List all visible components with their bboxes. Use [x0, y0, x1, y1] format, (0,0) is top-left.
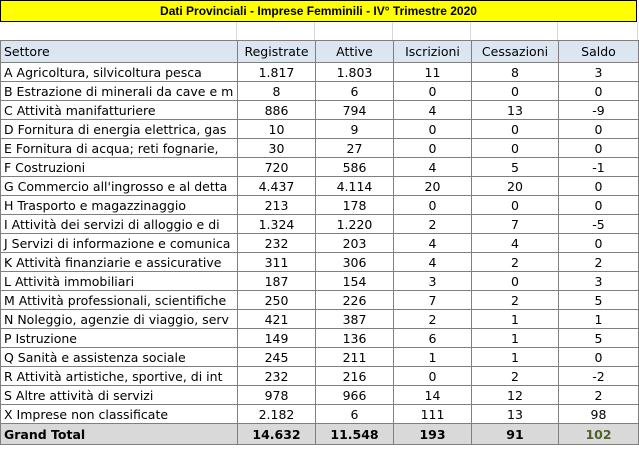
- cell-saldo[interactable]: 0: [559, 177, 639, 196]
- cell-registrate[interactable]: 8: [238, 82, 316, 101]
- cell-cessazioni[interactable]: 2: [472, 253, 559, 272]
- table-row: [1, 139, 639, 158]
- column-header-attive[interactable]: Attive: [316, 41, 394, 63]
- cell-settore[interactable]: K Attività finanziarie e assicurative: [1, 253, 238, 272]
- cell-registrate[interactable]: 250: [238, 291, 316, 310]
- cell-iscrizioni[interactable]: 2: [394, 310, 472, 329]
- cell-registrate[interactable]: 421: [238, 310, 316, 329]
- cell-attive[interactable]: 216: [316, 367, 394, 386]
- cell-settore[interactable]: H Trasporto e magazzinaggio: [1, 196, 238, 215]
- cell-registrate[interactable]: 978: [238, 386, 316, 405]
- cell-registrate[interactable]: 1.817: [238, 63, 316, 82]
- cell-iscrizioni[interactable]: 1: [394, 348, 472, 367]
- column-header-saldo[interactable]: Saldo: [559, 41, 639, 63]
- cell-saldo[interactable]: 5: [559, 329, 639, 348]
- table-row: [1, 196, 639, 215]
- cell-saldo[interactable]: 3: [559, 272, 639, 291]
- cell-saldo[interactable]: 0: [559, 348, 639, 367]
- cell-cessazioni[interactable]: 7: [472, 215, 559, 234]
- table-row: [1, 348, 639, 367]
- cell-saldo[interactable]: 2: [559, 253, 639, 272]
- cell-registrate[interactable]: 4.437: [238, 177, 316, 196]
- cell-cessazioni[interactable]: 0: [472, 272, 559, 291]
- cell-cessazioni[interactable]: 0: [472, 82, 559, 101]
- cell-saldo[interactable]: 98: [559, 405, 639, 424]
- cell-attive[interactable]: 226: [316, 291, 394, 310]
- cell-attive[interactable]: 794: [316, 101, 394, 120]
- cell-saldo[interactable]: 0: [559, 196, 639, 215]
- cell-saldo[interactable]: -5: [559, 215, 639, 234]
- cell-registrate[interactable]: 187: [238, 272, 316, 291]
- cell-iscrizioni[interactable]: 4: [394, 101, 472, 120]
- cell-iscrizioni[interactable]: 20: [394, 177, 472, 196]
- cell-attive[interactable]: 154: [316, 272, 394, 291]
- cell-settore[interactable]: P Istruzione: [1, 329, 238, 348]
- cell-saldo[interactable]: 3: [559, 63, 639, 82]
- cell-settore[interactable]: F Costruzioni: [1, 158, 238, 177]
- cell-saldo[interactable]: 0: [559, 82, 639, 101]
- cell-attive[interactable]: 9: [316, 120, 394, 139]
- cell-cessazioni[interactable]: 0: [472, 139, 559, 158]
- cell-saldo[interactable]: 1: [559, 310, 639, 329]
- cell-attive[interactable]: 27: [316, 139, 394, 158]
- cell-settore[interactable]: J Servizi di informazione e comunica: [1, 234, 238, 253]
- cell-attive[interactable]: 586: [316, 158, 394, 177]
- table-row: [1, 386, 639, 405]
- cell-iscrizioni[interactable]: 4: [394, 234, 472, 253]
- cell-saldo[interactable]: 0: [559, 234, 639, 253]
- cell-registrate[interactable]: 232: [238, 367, 316, 386]
- cell-iscrizioni[interactable]: 7: [394, 291, 472, 310]
- total-cessazioni[interactable]: 91: [472, 424, 559, 445]
- cell-cessazioni[interactable]: 2: [472, 291, 559, 310]
- cell-iscrizioni[interactable]: 4: [394, 158, 472, 177]
- cell-iscrizioni[interactable]: 3: [394, 272, 472, 291]
- cell-attive[interactable]: 966: [316, 386, 394, 405]
- cell-iscrizioni[interactable]: 6: [394, 329, 472, 348]
- cell-attive[interactable]: 211: [316, 348, 394, 367]
- table-row: [1, 405, 639, 424]
- cell-cessazioni[interactable]: 8: [472, 63, 559, 82]
- cell-settore[interactable]: Q Sanità e assistenza sociale: [1, 348, 238, 367]
- cell-registrate[interactable]: 213: [238, 196, 316, 215]
- cell-attive[interactable]: 1.220: [316, 215, 394, 234]
- cell-cessazioni[interactable]: 0: [472, 120, 559, 139]
- table-row: [1, 291, 639, 310]
- cell-settore[interactable]: L Attività immobiliari: [1, 272, 238, 291]
- cell-settore[interactable]: X Imprese non classificate: [1, 405, 238, 424]
- cell-attive[interactable]: 387: [316, 310, 394, 329]
- cell-attive[interactable]: 203: [316, 234, 394, 253]
- cell-saldo[interactable]: -1: [559, 158, 639, 177]
- table-row: [1, 101, 639, 120]
- cell-registrate[interactable]: 149: [238, 329, 316, 348]
- cell-saldo[interactable]: 2: [559, 386, 639, 405]
- cell-saldo[interactable]: -9: [559, 101, 639, 120]
- table-row: [1, 120, 639, 139]
- cell-attive[interactable]: 1.803: [316, 63, 394, 82]
- cell-attive[interactable]: 6: [316, 82, 394, 101]
- cell-iscrizioni[interactable]: 0: [394, 367, 472, 386]
- cell-attive[interactable]: 6: [316, 405, 394, 424]
- cell-saldo[interactable]: -2: [559, 367, 639, 386]
- total-label[interactable]: Grand Total: [1, 424, 238, 445]
- cell-cessazioni[interactable]: 20: [472, 177, 559, 196]
- table-row: [1, 272, 639, 291]
- empty-row: [0, 22, 639, 40]
- cell-registrate[interactable]: 2.182: [238, 405, 316, 424]
- cell-cessazioni[interactable]: 1: [472, 329, 559, 348]
- cell-cessazioni[interactable]: 1: [472, 348, 559, 367]
- total-saldo[interactable]: 102: [559, 424, 639, 445]
- cell-cessazioni[interactable]: 0: [472, 196, 559, 215]
- cell-attive[interactable]: 136: [316, 329, 394, 348]
- cell-iscrizioni[interactable]: 0: [394, 120, 472, 139]
- cell-registrate[interactable]: 30: [238, 139, 316, 158]
- total-iscrizioni[interactable]: 193: [394, 424, 472, 445]
- cell-settore[interactable]: A Agricoltura, silvicoltura pesca: [1, 63, 238, 82]
- total-registrate[interactable]: 14.632: [238, 424, 316, 445]
- column-header-settore[interactable]: Settore: [1, 41, 238, 63]
- cell-settore[interactable]: S Altre attività di servizi: [1, 386, 238, 405]
- cell-saldo[interactable]: 0: [559, 120, 639, 139]
- cell-iscrizioni[interactable]: 4: [394, 253, 472, 272]
- column-header-cessazioni[interactable]: Cessazioni: [472, 41, 559, 63]
- column-header-iscrizioni[interactable]: Iscrizioni: [394, 41, 472, 63]
- data-table: [0, 40, 639, 445]
- cell-registrate[interactable]: 886: [238, 101, 316, 120]
- cell-registrate[interactable]: 245: [238, 348, 316, 367]
- cell-cessazioni[interactable]: 4: [472, 234, 559, 253]
- cell-iscrizioni[interactable]: 0: [394, 139, 472, 158]
- cell-attive[interactable]: 178: [316, 196, 394, 215]
- cell-settore[interactable]: M Attività professionali, scientifiche: [1, 291, 238, 310]
- cell-registrate[interactable]: 720: [238, 158, 316, 177]
- cell-settore[interactable]: I Attività dei servizi di alloggio e di: [1, 215, 238, 234]
- cell-iscrizioni[interactable]: 111: [394, 405, 472, 424]
- cell-settore[interactable]: B Estrazione di minerali da cave e m: [1, 82, 238, 101]
- cell-cessazioni[interactable]: 2: [472, 367, 559, 386]
- cell-registrate[interactable]: 1.324: [238, 215, 316, 234]
- cell-registrate[interactable]: 10: [238, 120, 316, 139]
- table-row: [1, 329, 639, 348]
- grand-total-row: [1, 424, 639, 445]
- cell-settore[interactable]: E Fornitura di acqua; reti fognarie,: [1, 139, 238, 158]
- table-row: [1, 158, 639, 177]
- cell-iscrizioni[interactable]: 14: [394, 386, 472, 405]
- cell-settore[interactable]: G Commercio all'ingrosso e al detta: [1, 177, 238, 196]
- cell-cessazioni[interactable]: 13: [472, 405, 559, 424]
- table-row: [1, 310, 639, 329]
- table-row: [1, 177, 639, 196]
- cell-attive[interactable]: 4.114: [316, 177, 394, 196]
- cell-cessazioni[interactable]: 5: [472, 158, 559, 177]
- table-row: [1, 82, 639, 101]
- cell-settore[interactable]: N Noleggio, agenzie di viaggio, serv: [1, 310, 238, 329]
- table-row: [1, 253, 639, 272]
- header-row: [1, 41, 639, 63]
- cell-settore[interactable]: R Attività artistiche, sportive, di int: [1, 367, 238, 386]
- cell-registrate[interactable]: 311: [238, 253, 316, 272]
- sheet-title: Dati Provinciali - Imprese Femminili - IV° Trimestre 2020: [0, 0, 637, 22]
- cell-saldo[interactable]: 5: [559, 291, 639, 310]
- cell-attive[interactable]: 306: [316, 253, 394, 272]
- cell-cessazioni[interactable]: 1: [472, 310, 559, 329]
- cell-iscrizioni[interactable]: 0: [394, 82, 472, 101]
- total-attive[interactable]: 11.548: [316, 424, 394, 445]
- table-row: [1, 63, 639, 82]
- cell-iscrizioni[interactable]: 0: [394, 196, 472, 215]
- column-header-registrate[interactable]: Registrate: [238, 41, 316, 63]
- cell-cessazioni[interactable]: 12: [472, 386, 559, 405]
- cell-settore[interactable]: C Attività manifatturiere: [1, 101, 238, 120]
- cell-settore[interactable]: D Fornitura di energia elettrica, gas: [1, 120, 238, 139]
- table-row: [1, 234, 639, 253]
- table-row: [1, 367, 639, 386]
- cell-cessazioni[interactable]: 13: [472, 101, 559, 120]
- cell-saldo[interactable]: 0: [559, 139, 639, 158]
- table-row: [1, 215, 639, 234]
- cell-iscrizioni[interactable]: 11: [394, 63, 472, 82]
- cell-registrate[interactable]: 232: [238, 234, 316, 253]
- cell-iscrizioni[interactable]: 2: [394, 215, 472, 234]
